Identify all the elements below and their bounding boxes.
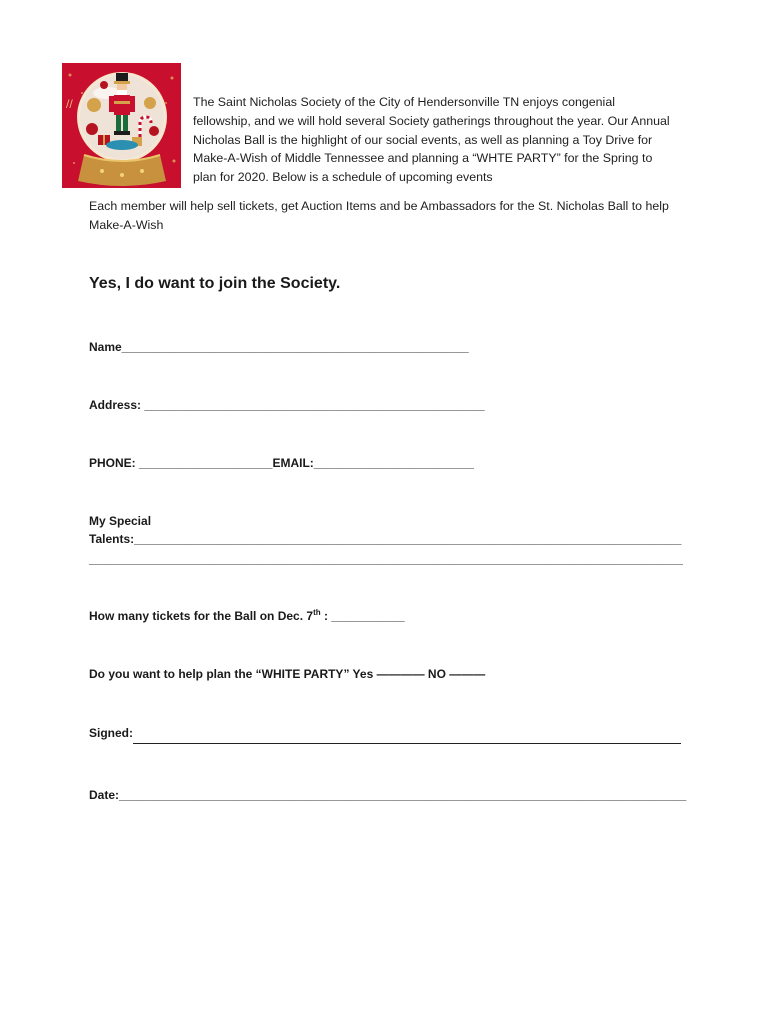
white-party-question[interactable]: Do you want to help plan the “WHITE PARTY” Yes ———— NO ———: [89, 667, 486, 681]
svg-text://: //: [66, 99, 73, 110]
special-talents-label: My Special: [89, 514, 152, 528]
name-field[interactable]: Name____________________________________________________: [89, 340, 469, 354]
tickets-blank[interactable]: : ___________: [320, 609, 405, 623]
signature-line[interactable]: [133, 743, 681, 744]
intro-paragraph: The Saint Nicholas Society of the City of Hendersonville TN enjoys congenial fellowship, and we will hold several Society gatherings throughout the year. Our Annual Nicholas Ball is the highlight of our social events, as well as planning a Toy Drive for Make-A-Wish of Middle Tennessee and planning a “WHTE PARTY” for the Spring to plan for 2020. Below is a schedule of upcoming events: [193, 95, 670, 185]
phone-email-field[interactable]: PHONE: ____________________EMAIL:________________________: [89, 456, 474, 470]
tickets-field[interactable]: [89, 608, 405, 625]
address-field[interactable]: Address: ___________________________________________________: [89, 398, 485, 412]
special-talents-field[interactable]: Talents:__________________________________________________________________________________: [89, 532, 682, 546]
special-talents-field-line-2[interactable]: _________________________________________________________________________________________: [89, 552, 683, 566]
join-heading: Yes, I do want to join the Society.: [89, 275, 341, 292]
member-duties-paragraph: Each member will help sell tickets, get Auction Items and be Ambassadors for the St. Nicholas Ball to help Make-A-Wish: [89, 199, 669, 232]
signed-label: Signed:: [89, 726, 133, 740]
date-field[interactable]: Date:_____________________________________________________________________________________: [89, 788, 687, 802]
tickets-ordinal: th: [313, 608, 321, 617]
tickets-label: How many tickets for the Ball on Dec. 7: [89, 609, 314, 623]
society-logo: [62, 63, 181, 188]
